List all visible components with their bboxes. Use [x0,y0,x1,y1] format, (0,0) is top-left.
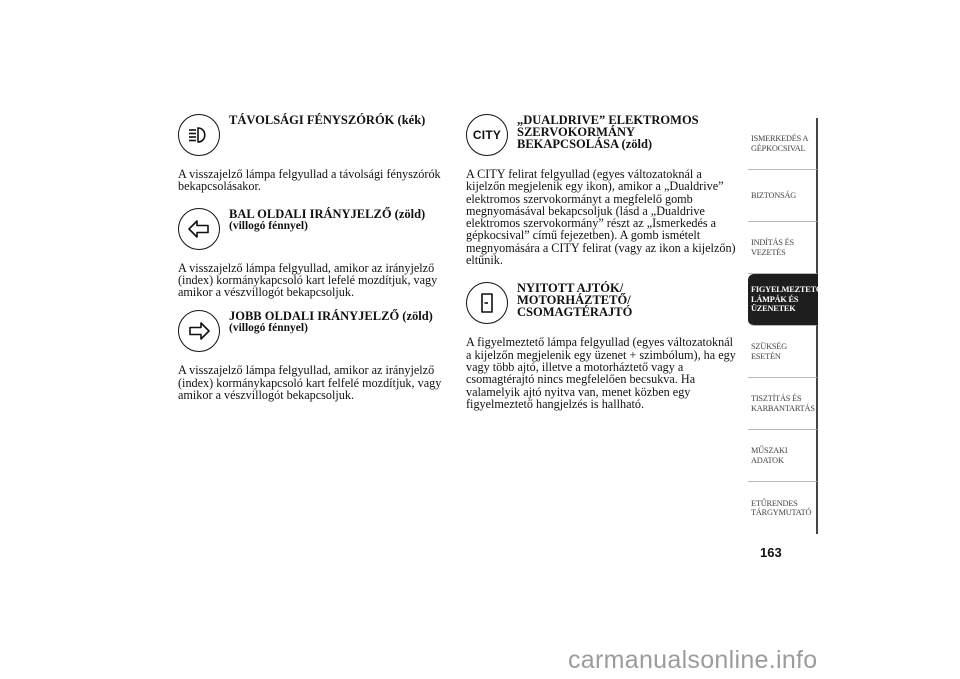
tab-emergency[interactable] [748,326,818,378]
chapter-sidebar [748,118,823,534]
left-indicator-title-line2: (villogó fénnyel) [229,219,308,232]
dualdrive-entry-header [466,112,738,158]
watermark: carmanualsonline.info [568,646,818,674]
left-indicator-title [229,206,444,232]
dualdrive-title-line1: „DUALDRIVE” ELEKTROMOS [517,113,699,127]
city-icon [466,114,508,156]
tab-label-line: VEZETÉS [751,247,786,257]
left-indicator-title-line1: BAL OLDALI IRÁNYJELZŐ (zöld) [229,206,426,221]
right-indicator-title [229,308,444,334]
tab-label-line: KARBANTARTÁS [751,403,815,413]
high-beam-title: TÁVOLSÁGI FÉNYSZÓRÓK (kék) [229,113,426,127]
open-door-icon [466,282,508,324]
right-indicator-entry-header [178,308,444,354]
dualdrive-body: A CITY felirat felgyullad (egyes változatoknál a kijelzőn megjelenik egy ikon), amikor a „Dualdrive” elektromos szervokormányt a megfelelő gomb megnyomásával bekapcsoljuk (lásd a „Dualdrive elektromos szervokormány” részt az „Ismerkedés a gépkocsival” című fejezetben). A gomb ismételt megnyomására a CITY felirat (vagy az ikon a kijelzőn) eltűnik. [466,167,736,268]
tab-label-line: ETŰRENDES [751,498,798,508]
high-beam-body: A visszajelző lámpa felgyullad a távolsági fényszórók bekapcsolásakor. [178,167,441,194]
high-beam-entry-header [178,112,444,158]
right-arrow-icon [178,310,220,352]
tab-label-line: TÁRGYMUTATÓ [751,508,812,517]
open-doors-title-line1: NYITOTT AJTÓK/ [517,281,624,296]
open-doors-body: A figyelmeztető lámpa felgyullad (egyes változatoknál a kijelzőn megjelenik egy üzenet + szimbólum), ha egy vagy több ajtó, illetve a motorháztető vagy a csomagtérajtó nincs megfelelően becsukva. Ha valamelyik ajtó nyitva van, menet közben egy figyelmeztető hangjelzés is hallható. [466,335,736,411]
left-column [178,112,444,401]
tab-label-line: ISMERKEDÉS A [751,134,809,143]
page-number: 163 [760,545,782,560]
tab-label-line: SZÜKSÉG ESETÉN [751,342,787,361]
right-indicator-title-line1: JOBB OLDALI IRÁNYJELZŐ (zöld) [229,309,433,324]
left-indicator-body: A visszajelző lámpa felgyullad, amikor az irányjelző (index) kormánykapcsoló kart lefelé mozdítjuk, vagy amikor a vészvillogót bekapcsoljuk. [178,260,438,300]
open-doors-title-line2: MOTORHÁZTETŐ/ [517,293,631,308]
tab-index[interactable] [748,482,818,534]
dualdrive-title [517,112,738,150]
left-indicator-entry-header [178,206,444,252]
tab-label-line: MŰSZAKI ADATOK [751,446,788,465]
tab-warning-lights[interactable] [748,274,823,326]
tab-label-line: ÜZENETEK [751,304,796,314]
tab-getting-to-know[interactable] [748,118,818,170]
high-beam-icon [178,114,220,156]
right-indicator-body: A visszajelző lámpa felgyullad, amikor az irányjelző (index) kormánykapcsoló kart felfelé mozdítjuk, vagy amikor a vészvillogót bekapcsoljuk. [178,363,442,403]
dualdrive-title-line2: SZERVOKORMÁNY [517,125,636,139]
dualdrive-title-line3: BEKAPCSOLÁSA (zöld) [517,137,653,151]
open-doors-title [517,280,738,318]
tab-label-line: TISZTÍTÁS ÉS [751,394,802,403]
left-arrow-icon [178,208,220,250]
tab-maintenance[interactable] [748,378,818,430]
tab-technical-data[interactable] [748,430,818,482]
tab-safety[interactable] [748,170,818,222]
tab-starting-driving[interactable] [748,222,818,274]
open-doors-entry-header [466,280,738,326]
tab-label-line: INDÍTÁS ÉS [751,238,794,247]
open-doors-title-line3: CSOMAGTÉRAJTÓ [517,305,633,320]
tab-label-line: GÉPKOCSIVAL [751,143,806,153]
tab-label-line: BIZTONSÁG [751,190,797,200]
tab-label-line: LÁMPÁK ÉS [751,294,799,304]
city-icon-label: CITY [472,128,502,142]
right-column [466,112,738,410]
tab-label-line: FIGYELMEZTETŐ [751,285,823,295]
right-indicator-title-line2: (villogó fénnyel) [229,322,308,335]
